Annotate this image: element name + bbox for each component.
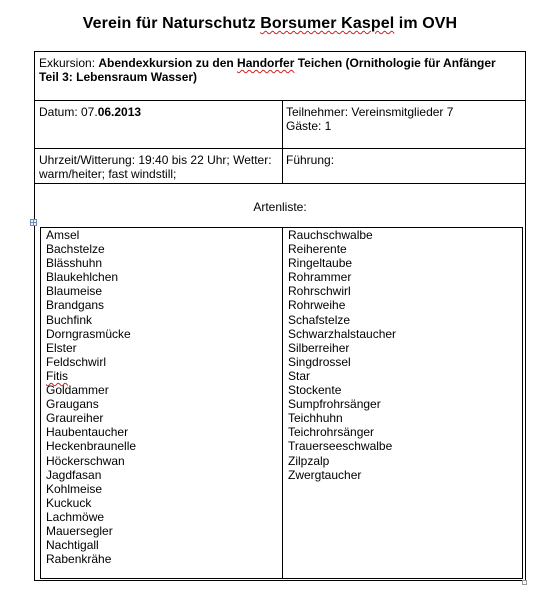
date-cell[interactable] — [39, 105, 141, 119]
species-item: Zwergtaucher — [288, 467, 362, 482]
excursion-cell[interactable] — [39, 56, 519, 84]
species-item: Kuckuck — [46, 495, 92, 510]
species-item: Bachstelze — [46, 242, 105, 257]
species-item: Buchfink — [46, 312, 93, 327]
species-item: Brandgans — [46, 298, 105, 313]
excursion-name-part1: Abendexkursion zu den — [98, 56, 238, 70]
species-item: Haubentaucher — [46, 425, 129, 440]
guide-cell[interactable] — [286, 153, 334, 167]
species-item: Singdrossel — [288, 354, 351, 369]
species-item: Rohrschwirl — [288, 284, 351, 299]
species-item: Silberreiher — [288, 340, 350, 355]
species-column-divider — [282, 227, 283, 579]
weather-cell[interactable] — [39, 153, 272, 181]
species-item: Mauersegler — [46, 523, 113, 538]
species-item: Blässhuhn — [46, 256, 103, 271]
species-item: Dorngrasmücke — [46, 326, 131, 341]
species-item: Trauerseeschwalbe — [288, 439, 393, 454]
species-item: Blaumeise — [46, 284, 103, 299]
species-item: Elster — [46, 340, 77, 355]
species-heading: Artenliste: — [253, 200, 307, 214]
table-row-divider — [34, 183, 526, 184]
species-item: Schwarzhalstaucher — [288, 326, 397, 341]
species-item: Heckenbraunelle — [46, 439, 137, 454]
species-item: Blaukehlchen — [46, 270, 119, 285]
excursion-name-part2: Teichen (Ornithologie für Anfänger — [294, 56, 496, 70]
participants-line1: Teilnehmer: Vereinsmitglieder 7 — [286, 105, 454, 119]
species-item: Lachmöwe — [46, 509, 105, 524]
species-item: Zilpzalp — [288, 453, 330, 468]
date-label: Datum: 07. — [39, 105, 98, 119]
species-item: Rohrammer — [288, 270, 352, 285]
species-item: Feldschwirl — [46, 354, 107, 369]
species-item: Star — [288, 368, 311, 383]
species-item: Teichrohrsänger — [288, 425, 375, 440]
participants-line2: Gäste: 1 — [286, 119, 332, 133]
table-row-divider — [34, 148, 526, 149]
species-item: Amsel — [46, 228, 80, 242]
table-row-divider — [34, 100, 526, 101]
title-prefix: Verein für Naturschutz — [82, 15, 261, 32]
table-move-handle-icon[interactable] — [30, 219, 37, 226]
guide-label: Führung: — [286, 153, 335, 167]
species-item: Fitis — [46, 368, 68, 383]
species-item: Nachtigall — [46, 538, 99, 553]
weather-line1: Uhrzeit/Witterung: 19:40 bis 22 Uhr; Wetter: — [39, 153, 272, 167]
title-spellcheck-marked: Borsumer Kaspel — [260, 15, 395, 32]
species-item: Reiherente — [288, 242, 347, 257]
date-value: 06.2013 — [97, 105, 142, 119]
excursion-name-line2: Teil 3: Lebensraum Wasser) — [39, 70, 198, 84]
species-item: Goldammer — [46, 383, 109, 398]
table-column-divider — [282, 100, 283, 183]
excursion-label: Exkursion: — [39, 56, 99, 70]
title-suffix: im OVH — [394, 15, 458, 32]
species-item: Stockente — [288, 383, 342, 398]
species-item: Schafstelze — [288, 312, 351, 327]
weather-line2: warm/heiter; fast windstill; — [39, 167, 177, 181]
species-list-right[interactable] — [288, 228, 396, 482]
table-resize-handle[interactable] — [522, 580, 527, 585]
species-item: Kohlmeise — [46, 481, 103, 496]
species-item: Graureiher — [46, 411, 104, 426]
document-title — [0, 15, 540, 33]
species-item: Teichhuhn — [288, 411, 343, 426]
species-item: Sumpfrohrsänger — [288, 397, 381, 412]
species-item: Graugans — [46, 397, 99, 412]
excursion-name-marked: Handorfer — [237, 56, 295, 70]
species-item: Rohrweihe — [288, 298, 346, 313]
species-item: Ringeltaube — [288, 256, 353, 271]
participants-cell[interactable] — [286, 105, 453, 133]
species-list-left[interactable] — [46, 228, 136, 566]
species-item: Rauchschwalbe — [288, 228, 373, 242]
species-item: Höckerschwan — [46, 453, 125, 468]
species-item: Rabenkrähe — [46, 552, 112, 567]
species-item: Jagdfasan — [46, 467, 102, 482]
